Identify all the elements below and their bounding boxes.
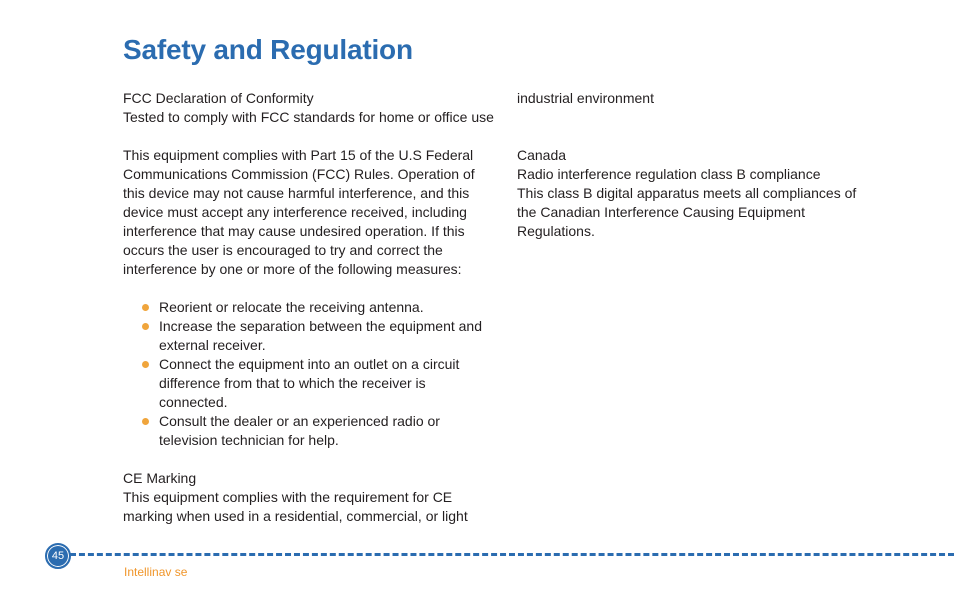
spacer (123, 279, 495, 298)
footer-brand-text: Intellinav se (124, 565, 188, 579)
list-item-text: Increase the separation between the equipment and external receiver. (159, 318, 483, 353)
spacer (517, 127, 879, 146)
right-column (517, 89, 879, 241)
fcc-tested-text: Tested to comply with FCC standards for home or office use (123, 109, 494, 125)
list-item (159, 412, 495, 450)
list-item-text: Connect the equipment into an outlet on a circuit difference from that to which the receiver is connected. (159, 356, 460, 410)
bullet-dot-icon (142, 304, 149, 311)
bullet-dot-icon (142, 323, 149, 330)
canada-body-text: This class B digital apparatus meets all compliances of the Canadian Interference Causing Equipment Regulations. (517, 185, 857, 239)
canada-subheading: Radio interference regulation class B compliance (517, 166, 821, 182)
list-item (159, 317, 495, 355)
spacer (123, 450, 495, 469)
list-item (159, 355, 495, 412)
list-item-text: Consult the dealer or an experienced radio or television technician for help. (159, 413, 440, 448)
fcc-measures-list (123, 298, 495, 450)
footer-dashed-divider (70, 553, 954, 556)
page-number-badge: 45 (45, 543, 71, 569)
ce-heading: CE Marking (123, 470, 197, 486)
list-item-text: Reorient or relocate the receiving antenna. (159, 299, 424, 315)
canada-heading: Canada (517, 147, 567, 163)
page-title: Safety and Regulation (123, 34, 413, 65)
bullet-dot-icon (142, 418, 149, 425)
ce-body-text: This equipment complies with the requirement for CE marking when used in a residential, commercial, or light (123, 489, 468, 524)
list-item (159, 298, 495, 317)
left-column (123, 89, 495, 526)
fcc-heading: FCC Declaration of Conformity (123, 90, 314, 106)
bullet-dot-icon (142, 361, 149, 368)
spacer (123, 127, 495, 146)
fcc-body-text: This equipment complies with Part 15 of the U.S Federal Communications Commission (FCC) Rules. Operation of this device may not cause harmful interference, and this device must accept any interference received, including interference that may cause undesired operation. If this occurs the user is encouraged to try and correct the interference by one or more of the following measures: (123, 147, 475, 277)
ce-continuation-text: industrial environment (517, 90, 654, 106)
spacer (517, 108, 879, 127)
